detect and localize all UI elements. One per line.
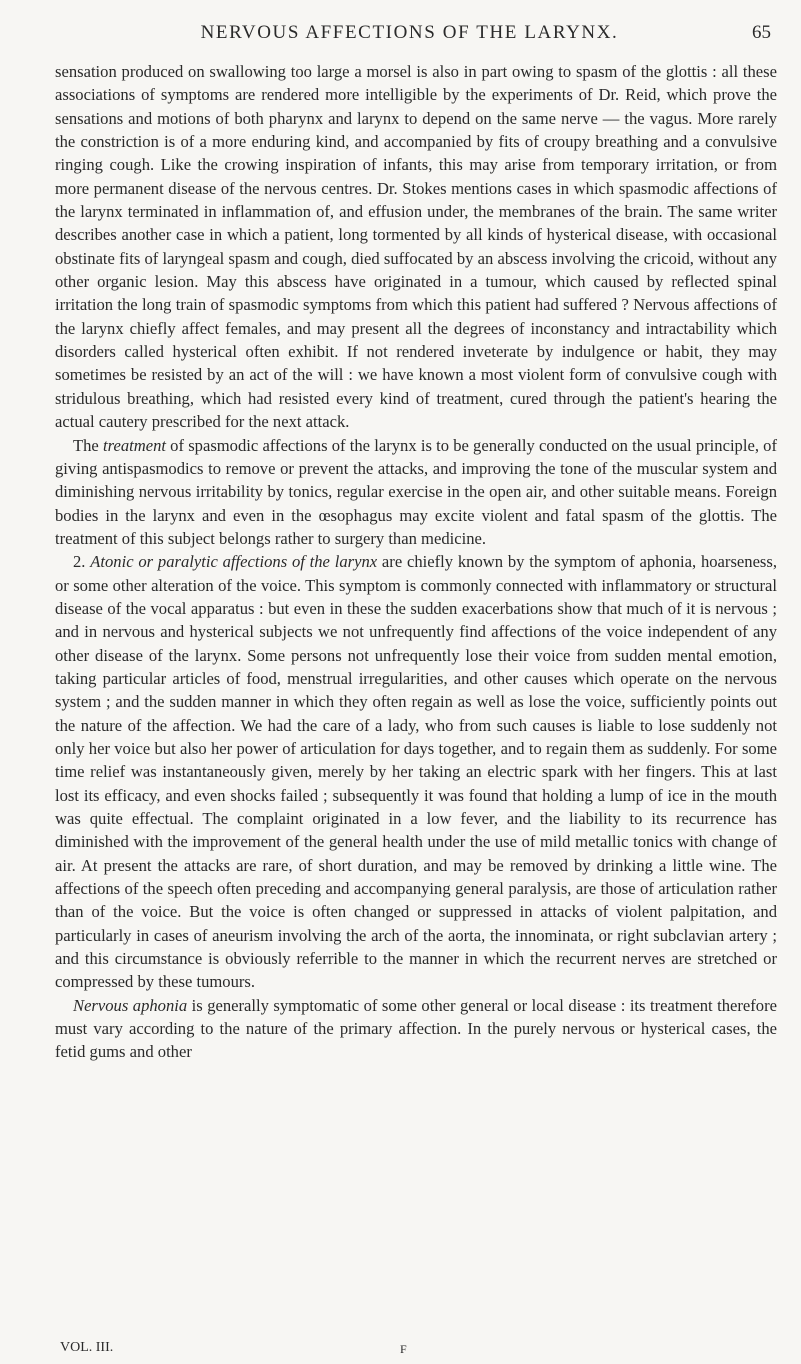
paragraph-atonic-lead: 2. [73, 552, 91, 572]
paragraph-atonic-italic: Atonic or paralytic affections of the larynx [90, 552, 378, 572]
paragraph-atonic-text: are chiefly known by the symptom of aphonia, hoarseness, or some other alteration of the voice. This symptom is commonly connected with inflammatory or structural disease of the vocal apparatus : but even in these the sudden exacerbations show that much of it is nervous ; and in nervous and hysterical subjects we not unfrequently find affections of the voice independent of any other disease of the larynx. Some persons not unfrequently lose their voice from sudden mental emotion, taking particular articles of food, menstrual irregularities, and other causes which operate on the nervous system ; and the sudden manner in which they often regain as well as lose the voice, sufficiently points out the nature of the affection. We had the care of a lady, who from such causes is liable to lose suddenly not only her voice but also her power of articulation for days together, and to regain them as suddenly. For some time relief was instantaneously given, merely by her taking an electric spark with her fingers. This at last lost its efficacy, and even shocks failed ; subsequently it was found that holding a lump of ice in the mouth was quite effectual. The complaint originated in a low fever, and the liability to its recurrence has diminished with the improvement of the general health under the use of mild metallic tonics with change of air. At present the attacks are rare, of short duration, and may be removed by drinking a little wine. The affections of the speech often preceding and accompanying general paralysis, are those of articulation rather than of the voice. But the voice is often changed or suppressed in attacks of violent palpitation, and particularly in cases of aneurism involving the arch of the aorta, the innominata, or right subclavian artery ; and this circumstance is obviously referrible to the manner in which the recurrent nerves are stretched or compressed by these tumours. [55, 552, 777, 992]
paragraph-aphonia-italic: Nervous aphonia [73, 995, 188, 1015]
paragraph-1 [55, 60, 777, 434]
running-head [48, 12, 771, 48]
paragraph-1-text: sensation produced on swallowing too large a morsel is also in part owing to spasm of the glottis : all these associations of symptoms are rendered more intelligible by the experiments of Dr. Reid, which prove the sensations and motions of both pharynx and larynx to depend on the same nerve — the vagus. More rarely the constriction is of a more enduring kind, and accompanied by fits of croupy breathing and a convulsive ringing cough. Like the crowing inspiration of infants, this may arise from temporary irritation, or from more permanent disease of the nervous centres. Dr. Stokes mentions cases in which spasmodic affections of the larynx terminated in inflammation of, and effusion under, the membranes of the brain. The same writer describes another case in which a patient, long tormented by all kinds of hysterical disease, with occasional obstinate fits of laryngeal spasm and cough, died suffocated by an abscess involving the cricoid, without any other organic lesion. May this abscess have originated in a tumour, which caused by reflected spinal irritation the long train of spasmodic symptoms from which this patient had suffered ? Nervous affections of the larynx chiefly affect females, and may present all the degrees of inconstancy and intractability which disorders called hysterical often exhibit. If not rendered inveterate by indulgence or habit, they may sometimes be resisted by an act of the will : we have known a most violent form of convulsive cough with stridulous breathing, which had resisted every kind of treatment, cured through the patient's hearing the actual cautery prescribed for the next attack. [55, 62, 777, 432]
paragraph-atonic [55, 550, 777, 994]
signature-mark: F [400, 1342, 407, 1356]
paragraph-treatment [55, 434, 777, 551]
page-number: 65 [752, 22, 771, 43]
paragraph-aphonia-text: is generally symptomatic of some other general or local disease : its treatment therefore must vary according to the nature of the primary affection. In the purely nervous or hysterical cases, the fetid gums and other [55, 995, 777, 1062]
paragraph-aphonia [55, 994, 777, 1064]
body-text [55, 60, 777, 1064]
paragraph-treatment-italic: treatment [103, 435, 166, 455]
volume-label: VOL. III. [60, 1340, 114, 1355]
page-footer [60, 1340, 771, 1360]
running-title: NERVOUS AFFECTIONS OF THE LARYNX. [200, 22, 619, 43]
paragraph-treatment-lead: The [73, 435, 103, 455]
paragraph-treatment-text: of spasmodic affections of the larynx is to be generally conducted on the usual principle, of giving antispasmodics to remove or prevent the attacks, and improving the tone of the muscular system and diminishing nervous irritability by tonics, regular exercise in the open air, and other suitable means. Foreign bodies in the larynx and even in the œsophagus may excite violent and fatal spasm of the glottis. The treatment of this subject belongs rather to surgery than medicine. [55, 435, 777, 548]
